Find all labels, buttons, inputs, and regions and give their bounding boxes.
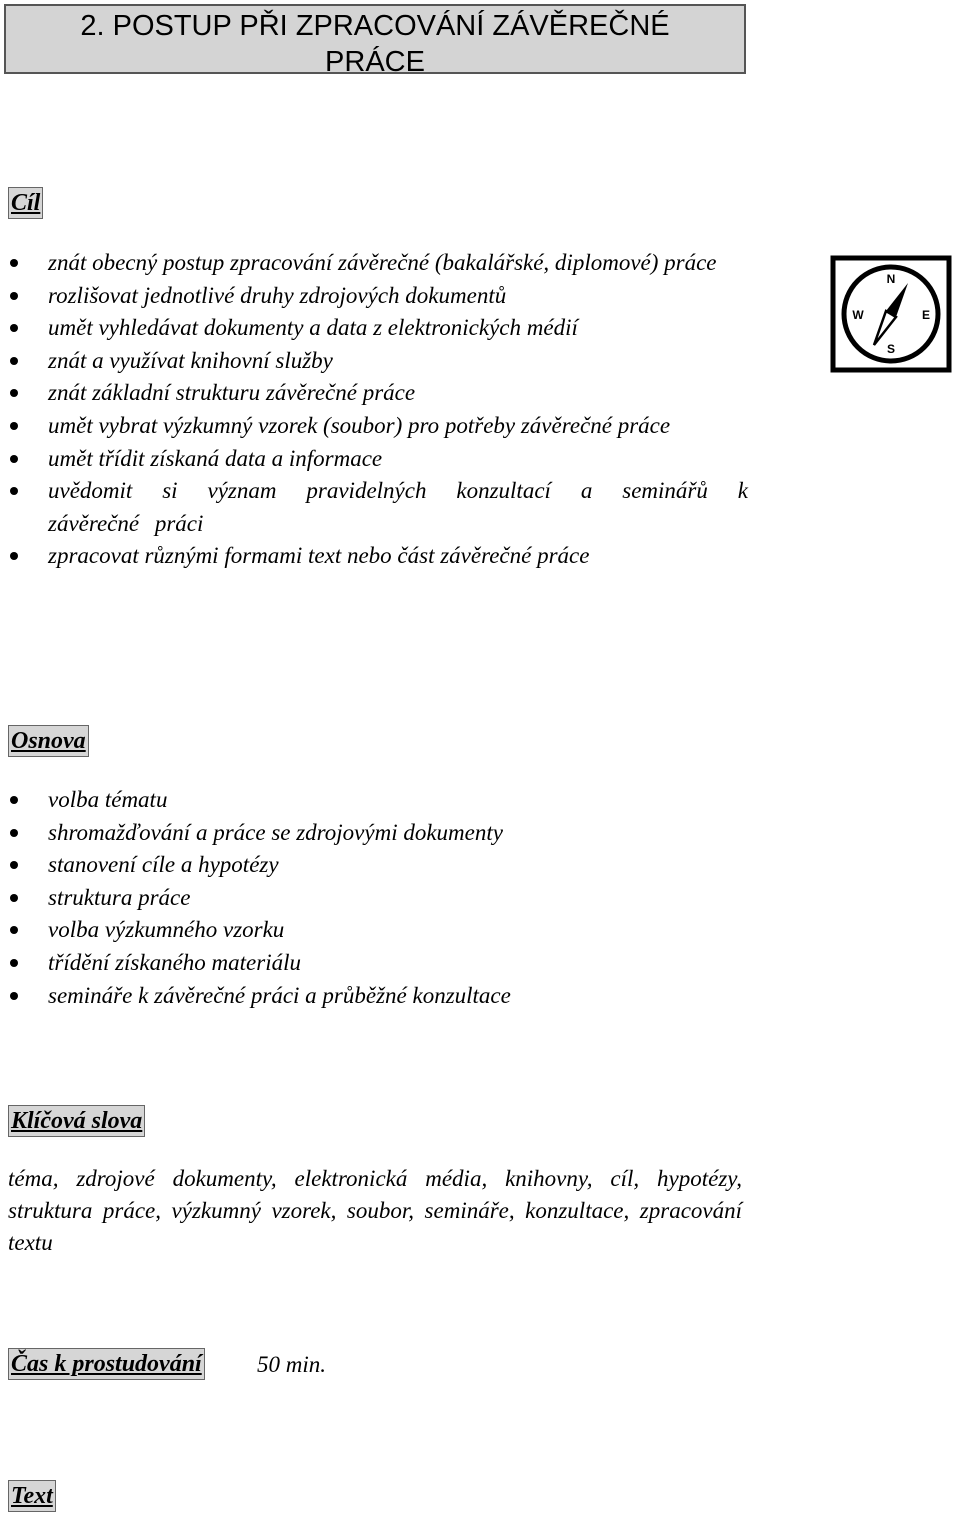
list-item: umět vyhledávat dokumenty a data z elektronických médií bbox=[0, 312, 748, 345]
keywords-text: téma, zdrojové dokumenty, elektronická média, knihovny, cíl, hypotézy, struktura práce, výzkumný vzorek, soubor, semináře, konzultace, zpracování textu bbox=[8, 1166, 742, 1255]
list-item: volba výzkumného vzorku bbox=[0, 914, 748, 947]
list-item: shromažďování a práce se zdrojovými dokumenty bbox=[0, 817, 748, 850]
list-item: znát základní strukturu závěrečné práce bbox=[0, 377, 748, 410]
study-time-value: 50 min. bbox=[257, 1352, 326, 1377]
list-item: umět vybrat výzkumný vzorek (soubor) pro potřeby závěrečné práce bbox=[0, 410, 748, 443]
chapter-title-line2: PRÁCE bbox=[325, 46, 425, 78]
keywords-label: Klíčová slova bbox=[8, 1105, 145, 1137]
list-item: rozlišovat jednotlivé druhy zdrojových dokumentů bbox=[0, 280, 748, 313]
compass-north-label: N bbox=[886, 272, 896, 286]
compass-icon bbox=[830, 255, 952, 373]
chapter-title bbox=[4, 4, 746, 78]
text-section-label: Text bbox=[8, 1480, 56, 1512]
compass-south-label: S bbox=[886, 342, 896, 356]
list-item: třídění získaného materiálu bbox=[0, 947, 748, 980]
outline-list bbox=[0, 784, 748, 1012]
list-item: znát obecný postup zpracování závěrečné (bakalářské, diplomové) práce bbox=[0, 247, 748, 280]
list-item: uvědomit si význam pravidelných konzultací a seminářů k závěrečné práci bbox=[0, 475, 748, 540]
study-time-label: Čas k prostudování bbox=[8, 1348, 205, 1380]
goal-list bbox=[0, 247, 748, 573]
list-item: umět třídit získaná data a informace bbox=[0, 443, 748, 476]
goal-label: Cíl bbox=[8, 187, 43, 219]
list-item: zpracovat různými formami text nebo část závěrečné práce bbox=[0, 540, 748, 573]
compass-east-label: E bbox=[921, 308, 931, 322]
list-item: struktura práce bbox=[0, 882, 748, 915]
outline-label: Osnova bbox=[8, 725, 89, 757]
compass-west-label: W bbox=[852, 308, 864, 322]
list-item: volba tématu bbox=[0, 784, 748, 817]
list-item: semináře k závěrečné práci a průběžné konzultace bbox=[0, 980, 748, 1013]
chapter-title-line1: 2. POSTUP PŘI ZPRACOVÁNÍ ZÁVĚREČNÉ bbox=[80, 10, 670, 42]
list-item: stanovení cíle a hypotézy bbox=[0, 849, 748, 882]
list-item: znát a využívat knihovní služby bbox=[0, 345, 748, 378]
